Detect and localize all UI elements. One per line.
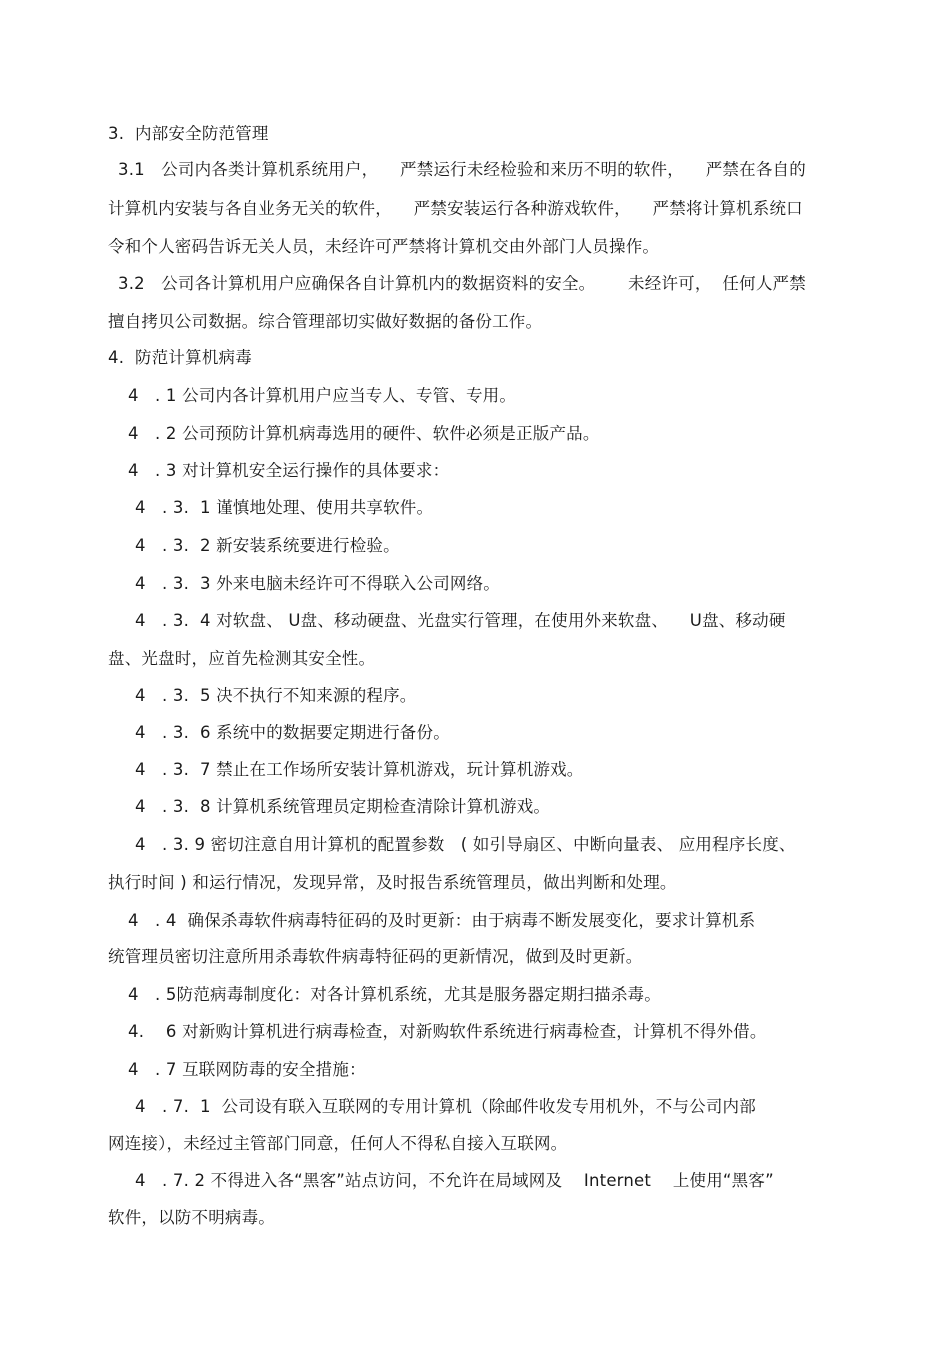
- item-4-7-2-line-2: 软件，以防不明病毒。: [108, 1208, 275, 1227]
- paragraph-3-2-line-2: 擅自拷贝公司数据。综合管理部切实做好数据的备份工作。: [108, 312, 543, 331]
- item-4-1: 4 . 1 公司内各计算机用户应当专人、专管、专用。: [128, 386, 517, 405]
- item-4-5: 4 . 5防范病毒制度化：对各计算机系统，尤其是服务器定期扫描杀毒。: [128, 985, 661, 1004]
- item-4-3-1: 4 . 3. 1 谨慎地处理、使用共享软件。: [135, 498, 434, 517]
- item-4-3-7: 4 . 3. 7 禁止在工作场所安装计算机游戏，玩计算机游戏。: [135, 760, 584, 779]
- item-4-4-line-2: 统管理员密切注意所用杀毒软件病毒特征码的更新情况，做到及时更新。: [108, 947, 643, 966]
- item-4-6: 4. 6 对新购计算机进行病毒检查，对新购软件系统进行病毒检查，计算机不得外借。: [128, 1022, 767, 1041]
- paragraph-3-1-line-1: 3.1 公司内各类计算机系统用户， 严禁运行未经检验和来历不明的软件， 严禁在各自的: [118, 160, 806, 179]
- item-4-3: 4 . 3 对计算机安全运行操作的具体要求：: [128, 461, 450, 480]
- paragraph-3-2-line-1: 3.2 公司各计算机用户应确保各自计算机内的数据资料的安全。 未经许可， 任何人严禁: [118, 274, 806, 293]
- item-4-3-8: 4 . 3. 8 计算机系统管理员定期检查清除计算机游戏。: [135, 797, 551, 816]
- item-4-3-9-line-2: 执行时间 ) 和运行情况，发现异常，及时报告系统管理员，做出判断和处理。: [108, 873, 677, 892]
- item-4-3-4-line-1: 4 . 3. 4 对软盘、 U盘、移动硬盘、光盘实行管理，在使用外来软盘、 U盘、移动硬: [135, 611, 786, 630]
- item-4-7-1-line-1: 4 . 7. 1 公司设有联入互联网的专用计算机（除邮件收发专用机外，不与公司内部: [135, 1097, 756, 1116]
- paragraph-3-1-line-3: 令和个人密码告诉无关人员，未经许可严禁将计算机交由外部门人员操作。: [108, 237, 660, 256]
- item-4-3-9-line-1: 4 . 3. 9 密切注意自用计算机的配置参数 ( 如引导扇区、中断向量表、 应用程序长度、: [135, 835, 796, 854]
- item-4-2: 4 . 2 公司预防计算机病毒选用的硬件、软件必须是正版产品。: [128, 424, 600, 443]
- paragraph-3-1-line-2: 计算机内安装与各自业务无关的软件， 严禁安装运行各种游戏软件， 严禁将计算机系统口: [108, 199, 803, 218]
- item-4-4-line-1: 4 . 4 确保杀毒软件病毒特征码的及时更新：由于病毒不断发展变化，要求计算机系: [128, 911, 756, 930]
- item-4-3-4-line-2: 盘、光盘时，应首先检测其安全性。: [108, 649, 376, 668]
- item-4-3-5: 4 . 3. 5 决不执行不知来源的程序。: [135, 686, 417, 705]
- heading-section-3: 3. 内部安全防范管理: [108, 124, 269, 143]
- item-4-3-3: 4 . 3. 3 外来电脑未经许可不得联入公司网络。: [135, 574, 500, 593]
- item-4-7-1-line-2: 网连接），未经过主管部门同意，任何人不得私自接入互联网。: [108, 1134, 568, 1153]
- item-4-7: 4 . 7 互联网防毒的安全措施：: [128, 1060, 366, 1079]
- item-4-7-2-line-1: 4 . 7. 2 不得进入各“黑客”站点访问，不允许在局域网及 Internet 上使用“黑客”: [135, 1171, 774, 1190]
- heading-section-4: 4. 防范计算机病毒: [108, 348, 252, 367]
- item-4-3-2: 4 . 3. 2 新安装系统要进行检验。: [135, 536, 400, 555]
- item-4-3-6: 4 . 3. 6 系统中的数据要定期进行备份。: [135, 723, 450, 742]
